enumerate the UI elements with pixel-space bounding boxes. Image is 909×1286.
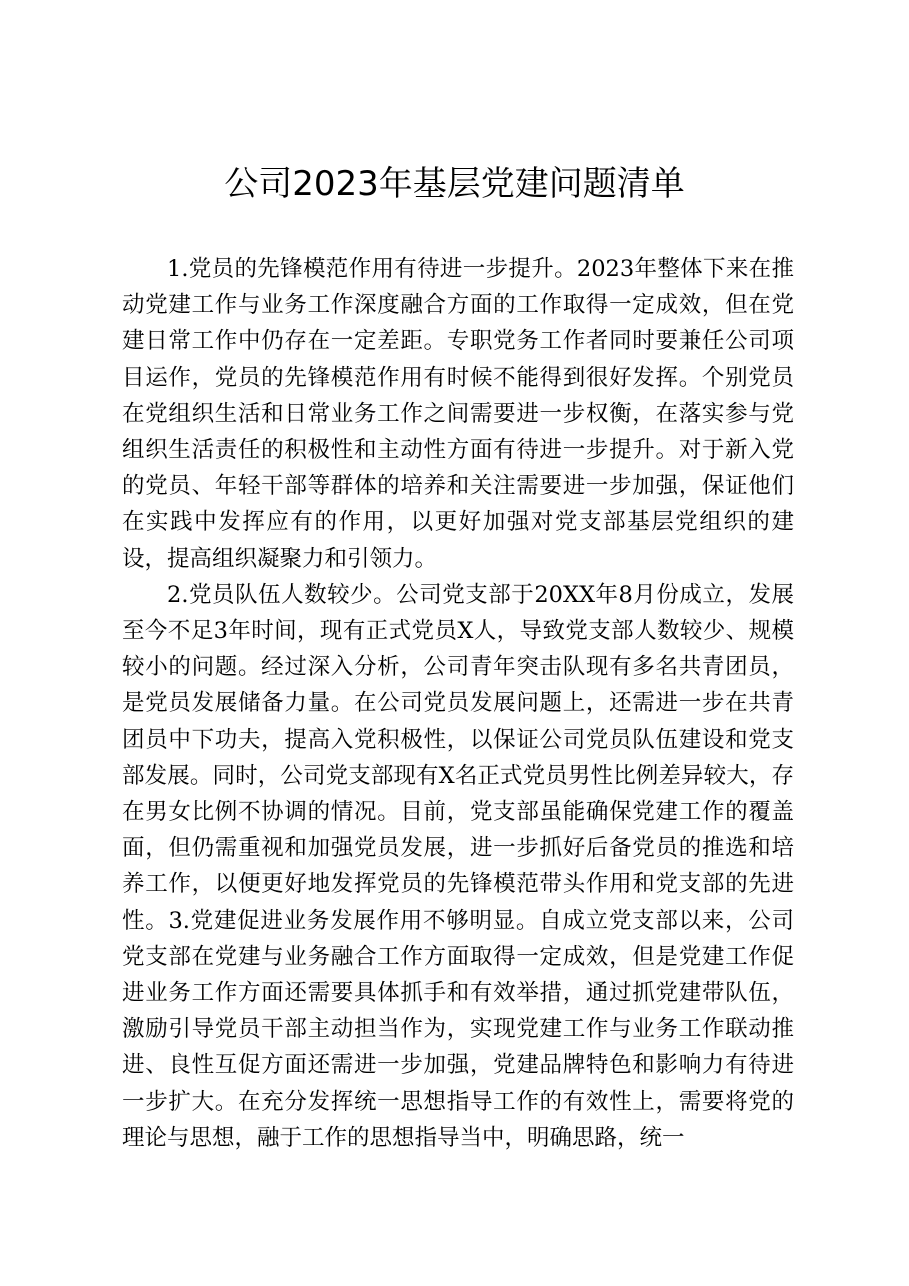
paragraph-2: 2.党员队伍人数较少。公司党支部于20XX年8月份成立，发展至今不足3年时间，现有正式党员X人，导致党支部人数较少、规模较小的问题。经过深入分析，公司青年突击队现有多名共青团员，是党员发展储备力量。在公司党员发展问题上，还需进一步在共青团员中下功夫，提高入党积极性，以保证公司党员队伍建设和党支部发展。同时，公司党支部现有X名正式党员男性比例差异较大，存在男女比例不协调的情况。目前，党支部虽能确保党建工作的覆盖面，但仍需重视和加强党员发展，进一步抓好后备党员的推选和培养工作，以便更好地发挥党员的先锋模范带头作用和党支部的先进性。3.党建促进业务发展作用不够明显。自成立党支部以来，公司党支部在党建与业务融合工作方面取得一定成效，但是党建工作促进业务工作方面还需要具体抓手和有效举措，通过抓党建带队伍，激励引导党员干部主动担当作为，实现党建工作与业务工作联动推进、良性互促方面还需进一步加强，党建品牌特色和影响力有待进一步扩大。在充分发挥统一思想指导工作的有效性上，需要将党的理论与思想，融于工作的思想指导当中，明确思路，统一 [122, 581, 794, 1151]
document-title: 公司2023年基层党建问题清单 [224, 164, 685, 204]
document-body [122, 251, 794, 1156]
paragraph-1: 1.党员的先锋模范作用有待进一步提升。2023年整体下来在推动党建工作与业务工作深度融合方面的工作取得一定成效，但在党建日常工作中仍存在一定差距。专职党务工作者同时要兼任公司项目运作，党员的先锋模范作用有时候不能得到很好发挥。个别党员在党组织生活和日常业务工作之间需要进一步权衡，在落实参与党组织生活责任的积极性和主动性方面有待进一步提升。对于新入党的党员、年轻干部等群体的培养和关注需要进一步加强，保证他们在实践中发挥应有的作用，以更好加强对党支部基层党组织的建设，提高组织凝聚力和引领力。 [122, 256, 794, 572]
